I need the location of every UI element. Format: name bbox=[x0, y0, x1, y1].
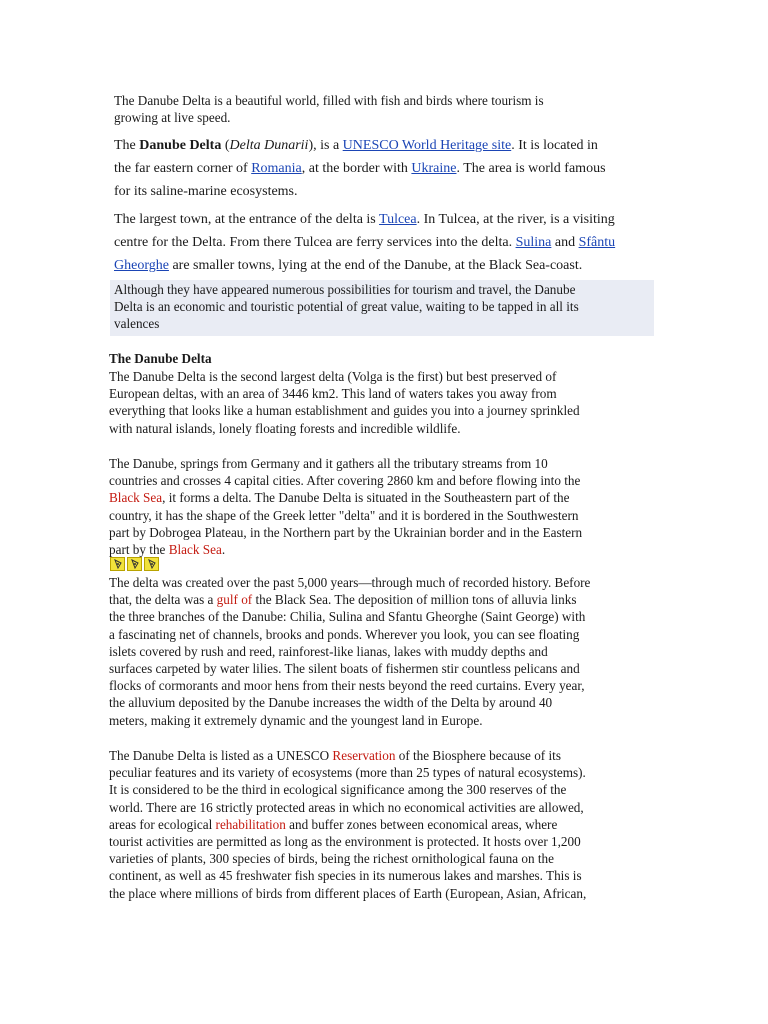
text: surfaces carpeted by water lilies. The silent boats of fishermen stir countless pelicans and bbox=[109, 661, 580, 677]
text: . bbox=[221, 542, 226, 558]
link-gulf[interactable]: gulf of bbox=[216, 592, 253, 608]
text: part by the bbox=[109, 542, 169, 558]
text: the far eastern corner of bbox=[114, 161, 252, 176]
text: varieties of plants, 300 species of birds, being the richest ornithological fauna on the bbox=[109, 851, 554, 867]
text: of the Biosphere because of its bbox=[395, 748, 561, 763]
text: world. There are 16 strictly protected areas in which no economical activities are allowed, bbox=[109, 799, 584, 815]
text: everything that looks like a human establishment and guides you into a journey sprinkled bbox=[109, 403, 580, 419]
tulcea-paragraph bbox=[114, 208, 674, 277]
text: countries and crosses 4 capital cities. After covering 2860 km and before flowing into the bbox=[109, 473, 581, 489]
text: country, it has the shape of the Greek letter "delta" and it is bordered in the Southwestern bbox=[109, 507, 579, 523]
text: , it forms a delta. The Danube Delta is situated in the Southeastern part of the bbox=[162, 490, 570, 506]
tag-icon-row bbox=[110, 557, 159, 572]
intro-paragraph bbox=[114, 92, 654, 126]
text: the Black Sea. The deposition of million tons of alluvia links bbox=[252, 592, 577, 608]
link-gheorghe[interactable]: Gheorghe bbox=[114, 258, 169, 273]
tag-icon[interactable] bbox=[110, 557, 125, 571]
text: . In Tulcea, at the river, is a visiting bbox=[416, 212, 615, 227]
text: The bbox=[114, 138, 140, 153]
text: European deltas, with an area of 3446 km2. This land of waters takes you away from bbox=[109, 386, 557, 402]
link-reservation[interactable]: Reservation bbox=[332, 748, 396, 763]
text: It is considered to be the third in ecological significance among the 300 reserves of the bbox=[109, 782, 567, 798]
section-paragraph-1 bbox=[109, 368, 669, 437]
text: and buffer zones between economical areas, where bbox=[285, 816, 558, 832]
text: continent, as well as 45 freshwater fish species in its numerous lakes and marshes. This is bbox=[109, 868, 582, 884]
text: Although they have appeared numerous possibilities for tourism and travel, the Danube bbox=[114, 282, 576, 297]
text: , at the border with bbox=[301, 161, 412, 176]
intro-line: growing at live speed. bbox=[114, 110, 231, 126]
text: Delta is an economic and touristic potential of great value, waiting to be tapped in all its bbox=[114, 299, 579, 315]
link-black-sea[interactable]: Black Sea bbox=[168, 542, 222, 558]
link-sulina[interactable]: Sulina bbox=[515, 235, 552, 250]
link-ukraine[interactable]: Ukraine bbox=[411, 161, 457, 176]
text: a fascinating net of channels, brooks and ponds. Wherever you look, you can see floating bbox=[109, 626, 580, 642]
text: that, the delta was a bbox=[109, 592, 217, 608]
highlight-block bbox=[110, 280, 654, 336]
section-paragraph-3 bbox=[109, 574, 669, 729]
tag-icon[interactable] bbox=[127, 557, 142, 571]
link-tulcea[interactable]: Tulcea bbox=[379, 212, 417, 227]
section-paragraph-2 bbox=[109, 455, 669, 558]
text: The largest town, at the entrance of the delta is bbox=[114, 212, 380, 227]
text: . The area is world famous bbox=[456, 161, 606, 176]
text: islets covered by rush and reed, rainforest-like lianas, lakes with muddy depths and bbox=[109, 643, 548, 659]
intro-line: The Danube Delta is a beautiful world, filled with fish and birds where tourism is bbox=[114, 93, 544, 108]
bold-term: Danube Delta bbox=[139, 138, 222, 153]
link-unesco[interactable]: UNESCO World Heritage site bbox=[342, 138, 512, 153]
text: the alluvium deposited by the Danube increases the width of the Delta by around 40 bbox=[109, 695, 553, 711]
section-heading: The Danube Delta bbox=[109, 351, 212, 366]
link-sfantu[interactable]: Sfântu bbox=[578, 235, 616, 250]
text: The Danube Delta is the second largest delta (Volga is the first) but best preserved of bbox=[109, 369, 557, 384]
link-romania[interactable]: Romania bbox=[251, 161, 302, 176]
text: The Danube, springs from Germany and it gathers all the tributary streams from 10 bbox=[109, 456, 548, 471]
text: peculiar features and its variety of ecosystems (more than 25 types of natural ecosystems). bbox=[109, 765, 586, 781]
link-rehabilitation[interactable]: rehabilitation bbox=[215, 816, 286, 832]
text: part by Dobrogea Plateau, in the Northern part by the Ukrainian border and in the Eastern bbox=[109, 524, 583, 540]
link-black-sea[interactable]: Black Sea bbox=[109, 490, 163, 506]
text: flocks of cormorants and moor hens from their nests beyond the reed curtains. Every year, bbox=[109, 678, 585, 694]
unesco-paragraph bbox=[114, 134, 654, 203]
text: centre for the Delta. From there Tulcea are ferry services into the delta. bbox=[114, 235, 516, 250]
text: meters, making it extremely dynamic and the youngest land in Europe. bbox=[109, 712, 483, 728]
tag-icon[interactable] bbox=[144, 557, 159, 571]
text: The delta was created over the past 5,000 years—through much of recorded history. Before bbox=[109, 575, 591, 590]
highlighted-paragraph bbox=[110, 280, 654, 336]
text: with natural islands, lonely floating forests and incredible wildlife. bbox=[109, 420, 461, 436]
text: are smaller towns, lying at the end of the Danube, at the Black Sea-coast. bbox=[168, 258, 583, 273]
text: and bbox=[551, 235, 579, 250]
text: the place where millions of birds from different places of Earth (European, Asian, African, bbox=[109, 885, 587, 901]
text: The Danube Delta is listed as a UNESCO bbox=[109, 748, 333, 763]
text: tourist activities are permitted as long as the environment is protected. It hosts over 1,200 bbox=[109, 834, 581, 850]
text: for its saline-marine ecosystems. bbox=[114, 184, 298, 199]
text: ( bbox=[221, 138, 230, 153]
text: the three branches of the Danube: Chilia, Sulina and Sfantu Gheorghe (Saint George) with bbox=[109, 609, 586, 625]
text: . It is located in bbox=[511, 138, 598, 153]
italic-term: Delta Dunarii bbox=[229, 138, 309, 153]
section-paragraph-4 bbox=[109, 747, 669, 902]
text: areas for ecological bbox=[109, 816, 216, 832]
text: valences bbox=[114, 316, 160, 332]
text: ), is a bbox=[308, 138, 343, 153]
